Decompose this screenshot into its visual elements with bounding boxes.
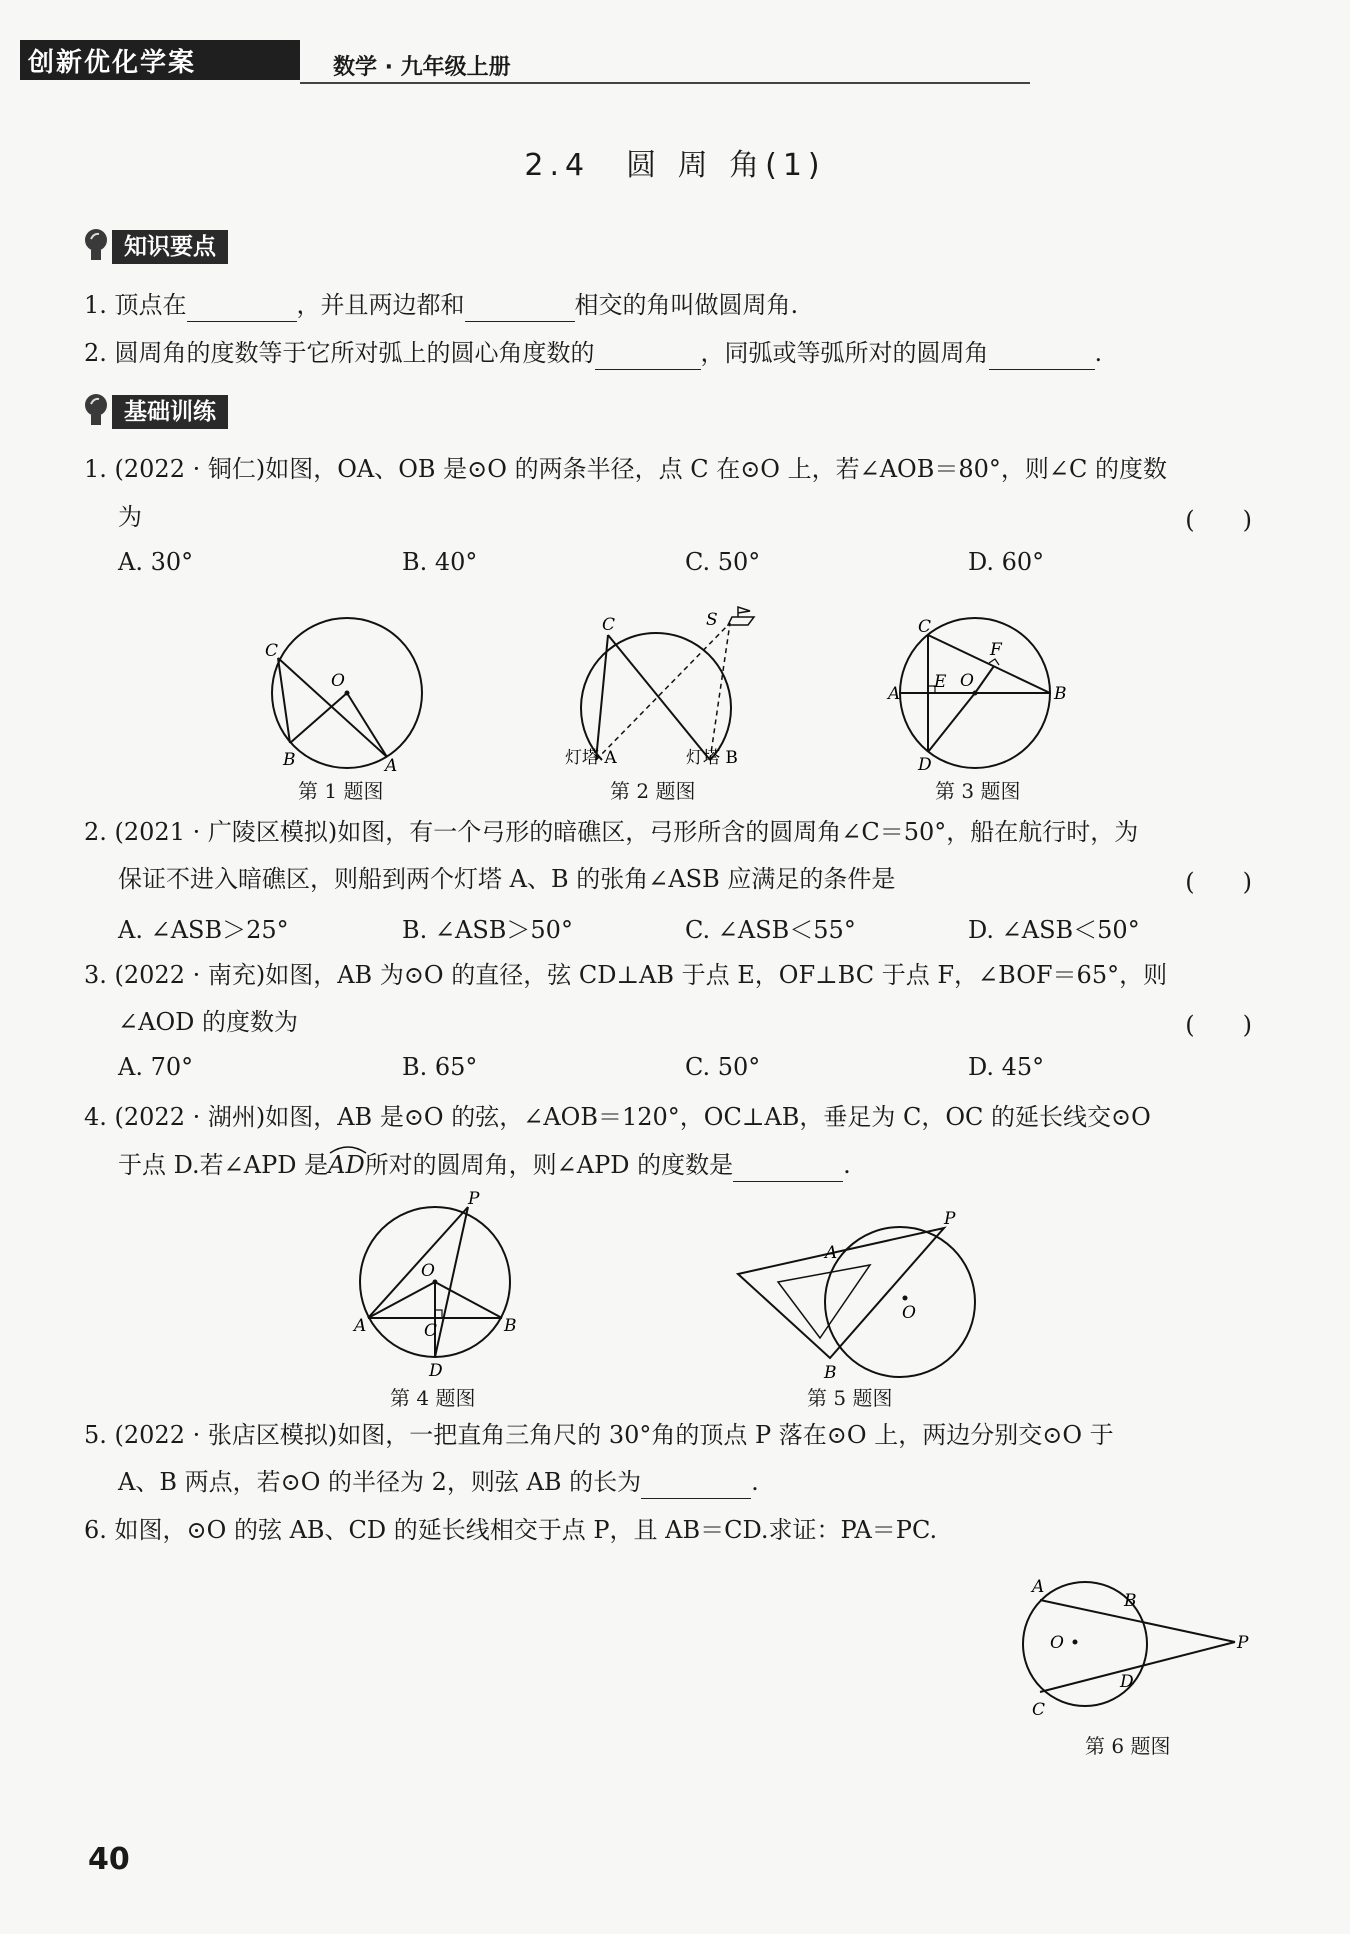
q1-option-c[interactable]: C. 50°	[685, 548, 761, 576]
fig3-label-f: F	[990, 640, 1002, 660]
q2-option-b[interactable]: B. ∠ASB＞50°	[402, 916, 573, 944]
figure-2	[560, 605, 760, 780]
q5-line2: A、B 两点，若⊙O 的半径为 2，则弦 AB 的长为 .	[118, 1465, 759, 1499]
section-knowledge-label: 知识要点	[112, 230, 228, 264]
fig6-label-c: C	[1032, 1700, 1046, 1720]
q3-answer-paren[interactable]: ( )	[1185, 1011, 1252, 1039]
header-divider	[300, 82, 1030, 84]
figure-1	[265, 610, 435, 780]
q6-line1: 6. 如图，⊙O 的弦 AB、CD 的延长线相交于点 P，且 AB＝CD.求证：PA＝PC.	[84, 1516, 938, 1544]
fig4-label-p: P	[468, 1189, 480, 1209]
q2-option-a[interactable]: A. ∠ASB＞25°	[118, 916, 289, 944]
q1-option-b[interactable]: B. 40°	[402, 548, 478, 576]
fig1-label-o: O	[331, 671, 345, 691]
q4-line2: 于点 D.若∠APD 是 AD所对的圆周角，则∠APD 的度数是 .	[118, 1148, 851, 1182]
fig3-label-b: B	[1054, 684, 1067, 704]
q1-option-d[interactable]: D. 60°	[968, 548, 1045, 576]
figure-1-caption: 第 1 题图	[298, 779, 384, 803]
fig2-label-s: S	[706, 610, 718, 630]
fig5-label-b: B	[824, 1363, 837, 1383]
figure-4-caption: 第 4 题图	[390, 1386, 476, 1410]
page-title: 2.4 圆 周 角(1)	[524, 148, 826, 183]
section-basic-label: 基础训练	[112, 395, 228, 429]
q3-option-a[interactable]: A. 70°	[118, 1053, 194, 1081]
fig3-label-c: C	[918, 617, 932, 637]
q1-answer-paren[interactable]: ( )	[1185, 506, 1252, 534]
subject-label: 数学 · 九年级上册	[333, 55, 511, 80]
q2-answer-paren[interactable]: ( )	[1185, 868, 1252, 896]
q1-line2: 为	[118, 503, 142, 531]
figure-2-caption: 第 2 题图	[610, 779, 696, 803]
fig3-label-a: A	[888, 684, 901, 704]
knowledge-item-1: 1. 顶点在 ，并且两边都和 相交的角叫做圆周角.	[84, 288, 798, 322]
q2-line2: 保证不进入暗礁区，则船到两个灯塔 A、B 的张角∠ASB 应满足的条件是	[118, 865, 896, 893]
fig5-label-a: A	[825, 1243, 838, 1263]
q3-line1: 3. (2022 · 南充)如图，AB 为⊙O 的直径，弦 CD⊥AB 于点 E，OF⊥BC 于点 F，∠BOF＝65°，则	[84, 961, 1168, 989]
brand-title: 创新优化学案	[28, 48, 197, 78]
figure-3	[888, 610, 1073, 780]
fig4-label-o: O	[421, 1261, 435, 1281]
fig2-label-a: 灯塔 A	[565, 748, 617, 768]
figure-5-caption: 第 5 题图	[807, 1386, 893, 1410]
q1-line1: 1. (2022 · 铜仁)如图，OA、OB 是⊙O 的两条半径，点 C 在⊙O 上，若∠AOB＝80°，则∠C 的度数	[84, 455, 1168, 483]
q2-option-c[interactable]: C. ∠ASB＜55°	[685, 916, 856, 944]
fig4-label-b: B	[504, 1316, 517, 1336]
figure-6-caption: 第 6 题图	[1085, 1734, 1171, 1758]
fig1-label-c: C	[265, 641, 279, 661]
figure-5	[730, 1209, 990, 1383]
fig6-label-b: B	[1124, 1591, 1137, 1611]
answer-blank[interactable]	[595, 343, 701, 370]
q3-option-c[interactable]: C. 50°	[685, 1053, 761, 1081]
fig4-label-a: A	[354, 1316, 367, 1336]
q5-line1: 5. (2022 · 张店区模拟)如图，一把直角三角尺的 30°角的顶点 P 落在⊙O 上，两边分别交⊙O 于	[84, 1421, 1114, 1449]
q3-option-b[interactable]: B. 65°	[402, 1053, 478, 1081]
q3-option-d[interactable]: D. 45°	[968, 1053, 1045, 1081]
fig6-label-p: P	[1237, 1633, 1249, 1653]
figure-3-caption: 第 3 题图	[935, 779, 1021, 803]
lightbulb-icon	[82, 226, 112, 266]
q2-option-d[interactable]: D. ∠ASB＜50°	[968, 916, 1140, 944]
fig6-label-o: O	[1050, 1633, 1064, 1653]
fig5-label-p: P	[944, 1209, 956, 1229]
knowledge-item-2: 2. 圆周角的度数等于它所对弧上的圆心角度数的 ，同弧或等弧所对的圆周角 .	[84, 336, 1102, 370]
fig1-label-a: A	[385, 756, 398, 776]
fig5-label-o: O	[902, 1303, 916, 1323]
fig4-label-d: D	[429, 1361, 443, 1381]
fig1-label-b: B	[283, 750, 296, 770]
fig2-label-c: C	[602, 615, 616, 635]
q3-line2: ∠AOD 的度数为	[118, 1008, 298, 1036]
fig3-label-o: O	[960, 671, 974, 691]
fig4-label-c: C	[424, 1321, 438, 1341]
fig3-label-e: E	[934, 672, 947, 692]
fig2-label-b: 灯塔 B	[686, 748, 738, 768]
arc-mark-icon	[328, 1144, 368, 1154]
q2-line1: 2. (2021 · 广陵区模拟)如图，有一个弓形的暗礁区，弓形所含的圆周角∠C＝50°，船在航行时，为	[84, 818, 1139, 846]
ship-icon	[728, 607, 754, 625]
answer-blank[interactable]	[733, 1155, 843, 1182]
fig3-label-d: D	[918, 755, 932, 775]
fig6-label-d: D	[1120, 1672, 1134, 1692]
figure-4	[350, 1190, 530, 1380]
answer-blank[interactable]	[187, 295, 297, 322]
lightbulb-icon	[82, 391, 112, 431]
q1-option-a[interactable]: A. 30°	[118, 548, 194, 576]
answer-blank[interactable]	[465, 295, 575, 322]
figure-6	[1020, 1560, 1260, 1730]
page-number: 40	[88, 1842, 130, 1877]
q4-line1: 4. (2022 · 湖州)如图，AB 是⊙O 的弦，∠AOB＝120°，OC⊥AB，垂足为 C，OC 的延长线交⊙O	[84, 1103, 1151, 1131]
answer-blank[interactable]	[641, 1472, 751, 1499]
fig6-label-a: A	[1032, 1577, 1045, 1597]
answer-blank[interactable]	[989, 343, 1095, 370]
